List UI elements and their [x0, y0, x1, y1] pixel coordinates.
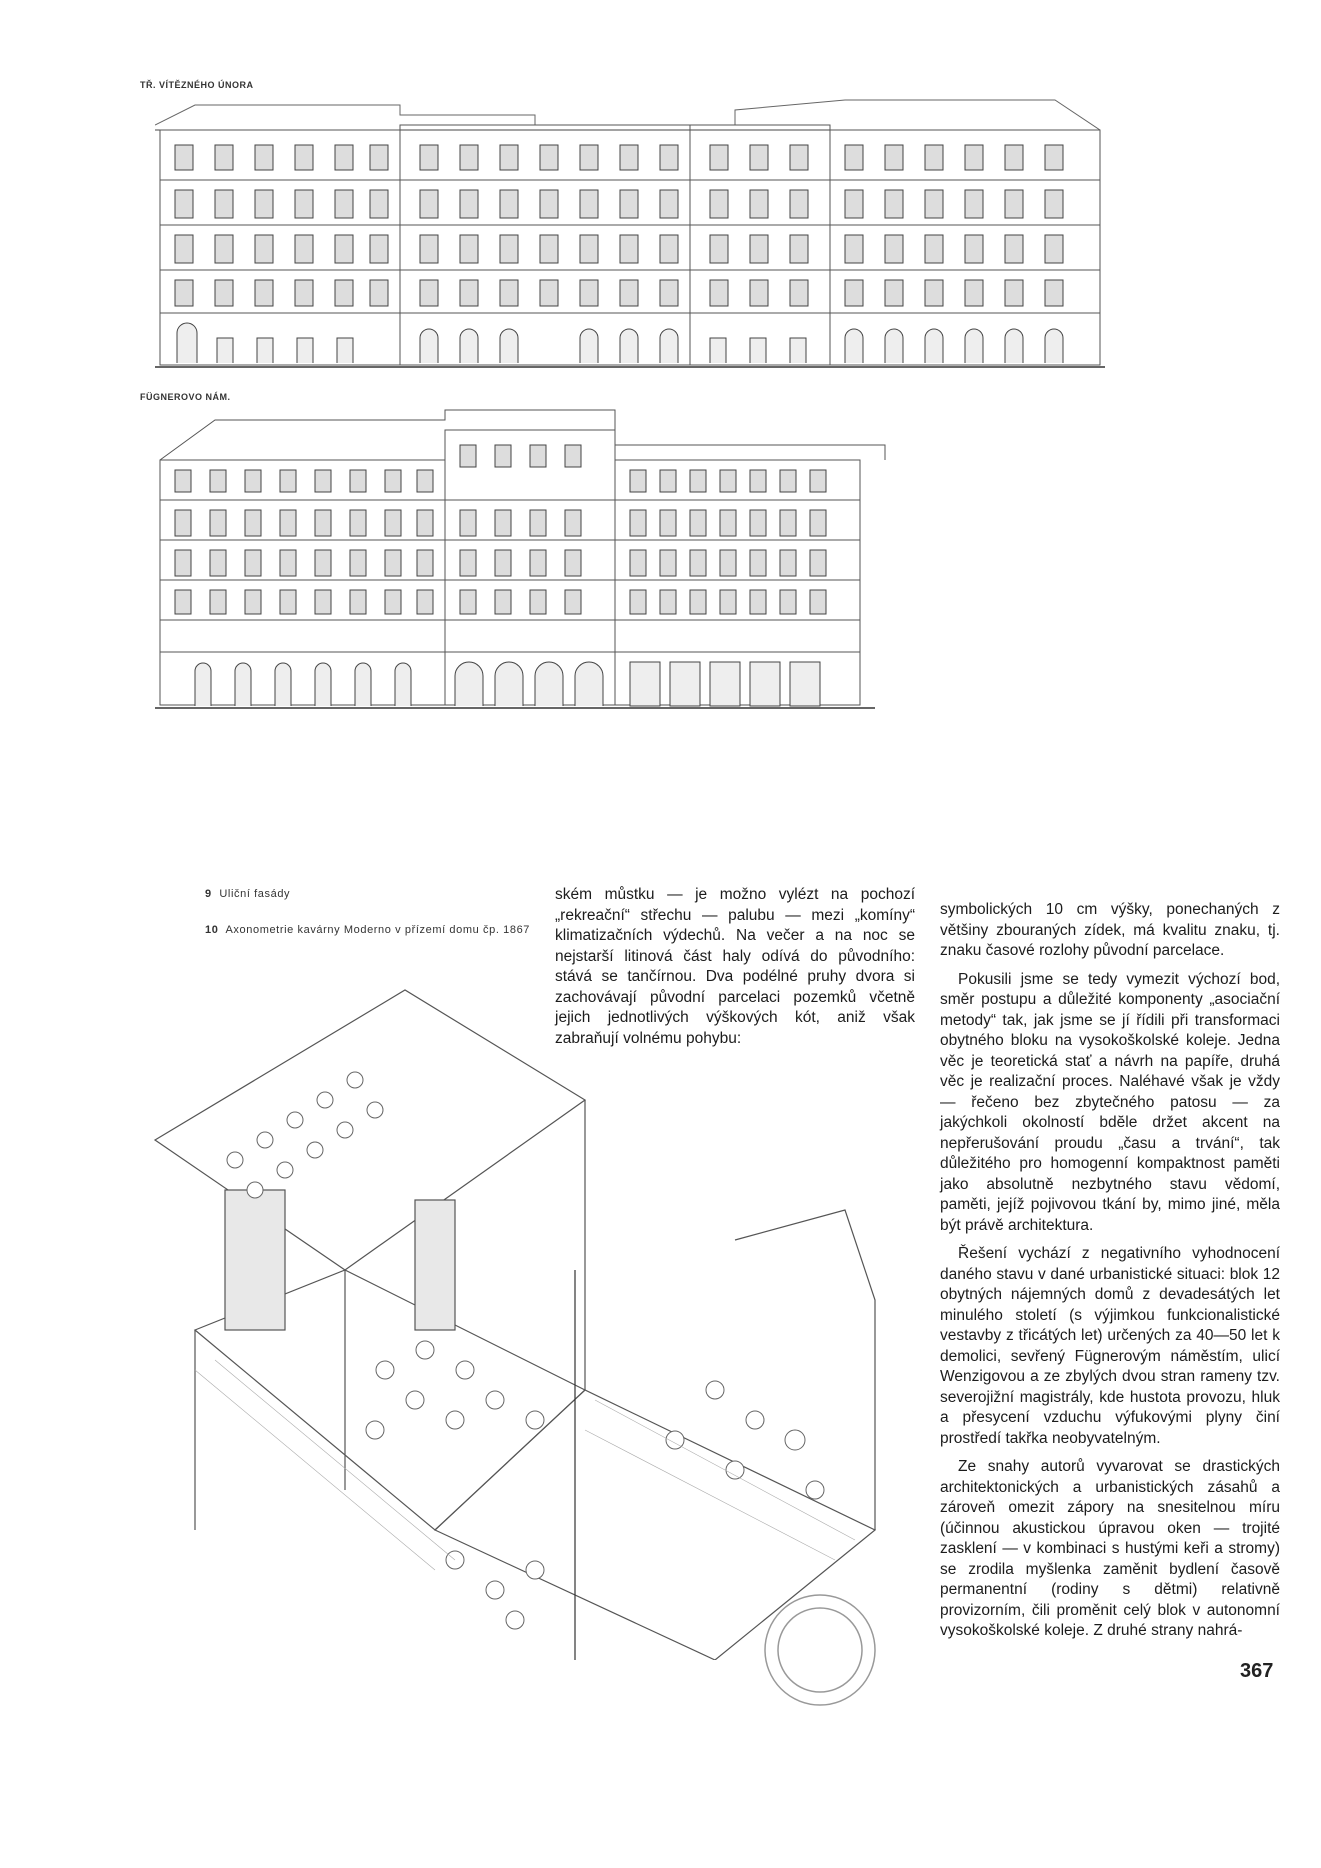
- caption-number: 9: [205, 888, 212, 900]
- paragraph: ském můstku — je možno vylézt na pochozí „rekreační“ střechu — palubu — mezi „komíny“ klimatizačních výdechů. Na večer a na noc se nejstarší litinová část haly odívá do původního: stává se tančírnou. Dva podélné pruhy dvora si zachovávají původní parcelaci pozemků včetně jejich jednotlivých výškových kót, aniž však zabraňují volnému pohybu:: [555, 886, 915, 1047]
- caption-text: Axonometrie kavárny Moderno v přízemí domu čp. 1867: [225, 924, 531, 936]
- paragraph: Ze snahy autorů vyvarovat se drastických architektonických a urbanistických zásahů a zároveň omezit zápory na snesitelnou míru (účinnou akustickou úpravou oken — trojité zasklení — v kombinaci s hustými keři a stromy) se zrodila myšlenka zaměnit bydlení časově permanentní (rodiny s dětmi) relativně provizorním, čili proměnit celý blok v autonomní vysokoškolské koleje. Z druhé strany nahrá-: [940, 1458, 1280, 1639]
- caption-text: Uliční fasády: [219, 888, 291, 900]
- caption-figure-9: [205, 887, 540, 901]
- axonometric-cafe-drawing: [115, 970, 885, 1660]
- caption-number: 10: [205, 924, 219, 936]
- elevation-label-bottom: FÜGNEROVO NÁM.: [140, 392, 231, 402]
- paragraph: Pokusili jsme se tedy vymezit výchozí bod, směr postupu a důležité komponenty „asociační metody“ tak, jak jsme se jí řídili při transformaci obytného bloku na vysokoškolské koleje. Jedna věc je teoretická stať a návrh na papíře, druhá věc je realizační proces. Naléhavé však je vždy — řečeno bez zbytečného patosu — za jakýchkoli okolností bdĕle držet akcent na nepřerušování proudu „času a trvání“, tak důležitého pro homogenní kompaktnost paměti jako absolutně nezbytného stavu vědomí, paměti, jejíž pojivovou tkání by, mimo jiné, měla být právě architektura.: [940, 970, 1280, 1234]
- street-facade-elevation-bottom: [155, 390, 1255, 720]
- paragraph: Řešení vychází z negativního vyhodnocení daného stavu v dané urbanistické situaci: blok 12 obytných nájemných domů z devadesátých let minulého století (s výjimkou funkcionalistické vestavby z třicátých let) určených za 40—50 let k demolici, sevřený Fügnerovým náměstím, ulicí Wenzigovou a ze zbylých dvou stran rameny tzv. severojižní magistrály, kde hustota provozu, hluk a přesycení vzduchu výfukovými plyny činí prostředí takřka neobyvatelným.: [940, 1245, 1280, 1447]
- elevation-label-top: TŘ. VÍTĚZNÉHO ÚNORA: [140, 80, 254, 90]
- text-column-right: [940, 900, 1280, 1650]
- street-facade-elevation-top: [155, 85, 1290, 385]
- caption-figure-10: [205, 923, 545, 937]
- page-number: 367: [1240, 1660, 1274, 1682]
- paragraph: symbolických 10 cm výšky, ponechaných z většiny zbouraných zídek, má kvalitu znaku, tj. znaku časové rozlohy původní parcelace.: [940, 901, 1280, 959]
- library-stamp: [750, 1590, 890, 1715]
- text-column-middle: [555, 885, 915, 1057]
